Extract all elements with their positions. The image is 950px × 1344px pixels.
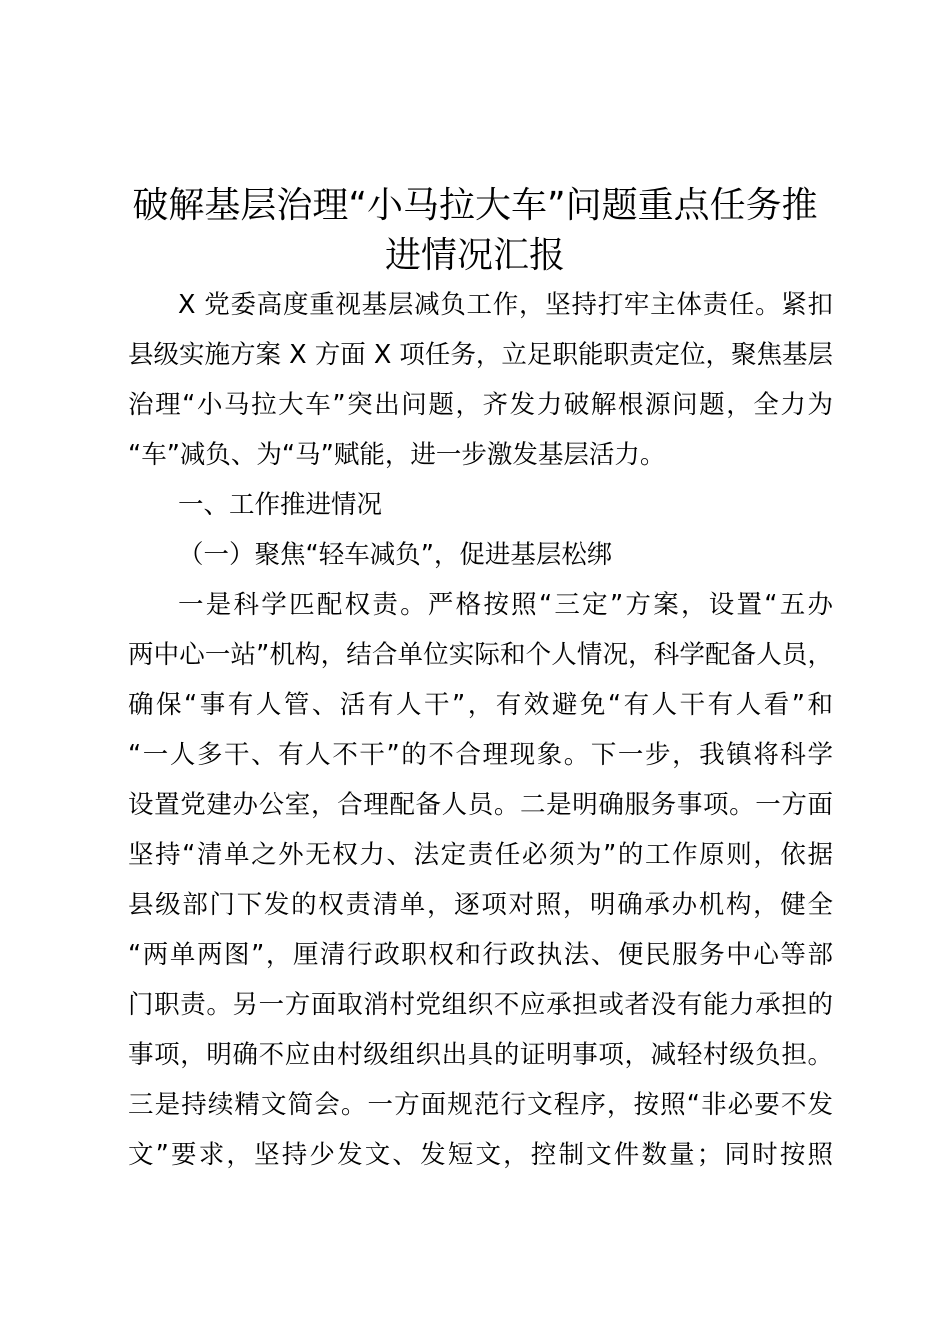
document-title-line-2: 进情况汇报 bbox=[384, 235, 565, 276]
body-line-2: 两中心一站”机构，结合单位实际和个人情况，科学配备人员， bbox=[128, 640, 833, 670]
body-line-3: 确保“事有人管、活有人干”，有效避免“有人干有人看”和 bbox=[128, 690, 833, 720]
body-line-9: 门职责。另一方面取消村党组织不应承担或者没有能力承担的 bbox=[128, 990, 833, 1020]
body-line-11: 三是持续精文简会。一方面规范行文程序，按照“非必要不发 bbox=[128, 1090, 833, 1120]
body-line-4: “一人多干、有人不干”的不合理现象。下一步，我镇将科学 bbox=[128, 740, 833, 770]
intro-line-1: X 党委高度重视基层减负工作，坚持打牢主体责任。紧扣 bbox=[178, 290, 833, 320]
subsection-heading: （一）聚焦“轻车减负”，促进基层松绑 bbox=[178, 540, 613, 570]
body-line-5: 设置党建办公室，合理配备人员。二是明确服务事项。一方面 bbox=[128, 790, 833, 820]
body-line-12: 文”要求，坚持少发文、发短文，控制文件数量；同时按照 bbox=[128, 1140, 833, 1170]
intro-line-3: 治理“小马拉大车”突出问题，齐发力破解根源问题，全力为 bbox=[128, 390, 833, 420]
body-line-6: 坚持“清单之外无权力、法定责任必须为”的工作原则，依据 bbox=[128, 840, 833, 870]
body-line-7: 县级部门下发的权责清单，逐项对照，明确承办机构，健全 bbox=[128, 890, 833, 920]
document-title-line-1: 破解基层治理“小马拉大车”问题重点任务推 bbox=[132, 185, 818, 226]
body-line-10: 事项，明确不应由村级组织出具的证明事项，减轻村级负担。 bbox=[128, 1040, 833, 1070]
body-line-1: 一是科学匹配权责。严格按照“三定”方案，设置“五办 bbox=[178, 590, 833, 620]
section-heading: 一、工作推进情况 bbox=[178, 490, 383, 520]
intro-line-4: “车”减负、为“马”赋能，进一步激发基层活力。 bbox=[128, 440, 666, 470]
intro-line-2: 县级实施方案 X 方面 X 项任务，立足职能职责定位，聚焦基层 bbox=[128, 340, 833, 370]
body-line-8: “两单两图”，厘清行政职权和行政执法、便民服务中心等部 bbox=[128, 940, 833, 970]
